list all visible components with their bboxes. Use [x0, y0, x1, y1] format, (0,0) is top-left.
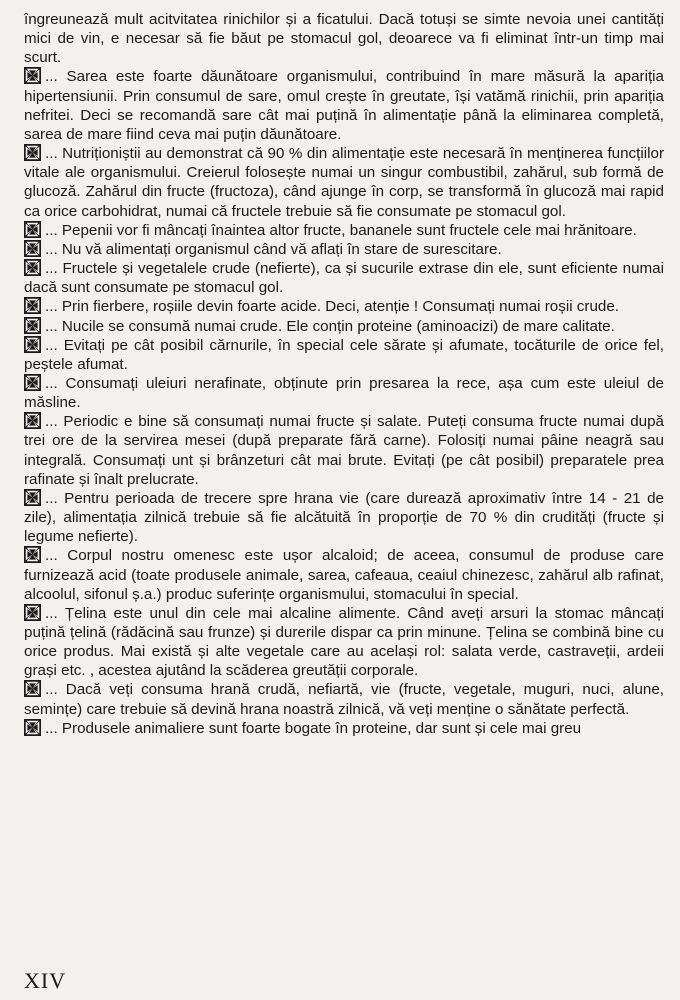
- paragraph-text: îngreunează mult acitvitatea rinichilor și a ficatului. Dacă totuși se simte nevoia unei cantități mici de vin, e necesar să fie băut pe stomacul gol, deoarece va fi eliminat într-un timp mai scurt.: [24, 11, 664, 67]
- paragraph-text: ... Pentru perioada de trecere spre hrana vie (care durează aproximativ între 14 - 21 de zile), alimentația zilnică trebuie să fie alcătuită în proporție de 70 % din crudități (fructe și legume nefierte).: [24, 489, 664, 546]
- maltese-cross-icon: [24, 374, 41, 391]
- paragraph: [24, 221, 664, 240]
- paragraph: [24, 317, 664, 336]
- paragraph-text: ... Prin fierbere, roșiile devin foarte acide. Deci, atenție ! Consumați numai roșii crude.: [45, 298, 620, 316]
- paragraph: [24, 10, 664, 67]
- paragraph: [24, 374, 664, 412]
- maltese-cross-icon: [24, 259, 41, 276]
- paragraph: [24, 719, 664, 738]
- maltese-cross-icon: [24, 604, 41, 621]
- paragraph-text: ... Dacă veți consuma hrană crudă, nefiartă, vie (fructe, vegetale, muguri, nuci, alune, semințe) care trebuie să devină hrana noastră zilnică, vă veți menține o sănătate perfectă.: [24, 681, 664, 718]
- paragraph-text: ... Pepenii vor fi mâncați înaintea altor fructe, bananele sunt fructele cele mai hrănitoare.: [45, 221, 637, 239]
- paragraph-text: ... Fructele și vegetalele crude (nefierte), ca și sucurile extrase din ele, sunt eficiente numai dacă sunt consumate pe stomacul gol.: [24, 260, 664, 297]
- paragraph: [24, 240, 664, 259]
- paragraph-text: ... Periodic e bine să consumați numai fructe și salate. Puteți consuma fructe numai după trei ore de la servirea mesei (după preparate fără carne). Folosiți numai pâine neagră sau integrală. Consumați unt și brânzeturi cât mai brute. Evitați (pe cât posibil) preparatele prea rafinate și înalt prelucrate.: [24, 413, 664, 488]
- paragraph: [24, 680, 664, 718]
- paragraph: [24, 604, 664, 681]
- paragraph: [24, 489, 664, 546]
- maltese-cross-icon: [24, 489, 41, 506]
- paragraph-text: ... Produsele animaliere sunt foarte bogate în proteine, dar sunt și cele mai greu: [45, 719, 582, 737]
- maltese-cross-icon: [24, 546, 41, 563]
- paragraph: [24, 144, 664, 221]
- paragraph-text: ... Nu vă alimentați organismul când vă aflați în stare de surescitare.: [45, 240, 502, 258]
- page-number: XIV: [24, 968, 67, 993]
- maltese-cross-icon: [24, 221, 41, 238]
- maltese-cross-icon: [24, 680, 41, 697]
- paragraph-text: ... Nutriționiștii au demonstrat că 90 % din alimentație este necesară în menținerea funcțiilor vitale ale organismului. Creierul folosește numai un singur combustibil, zahărul, sub formă de glucoză. Zahărul din fructe (fructoza), când ajunge în corp, se transformă în glucoză mai rapid ca orice carbohidrat, numai că fructele trebuie să fie consumate pe stomacul gol.: [24, 145, 664, 220]
- paragraph-text: ... Țelina este unul din cele mai alcaline alimente. Când aveți arsuri la stomac mâncați puțină țelină (rădăcină sau frunze) și durerile dispar ca prin minune. Țelina se combină bine cu orice produs. Mai există și alte vegetale care au același rol: salata verde, castraveții, ardeii grași etc. , acestea ajutând la scăderea greutății corporale.: [24, 604, 664, 680]
- paragraph: [24, 412, 664, 489]
- paragraph: [24, 67, 664, 144]
- text-body: [24, 10, 664, 738]
- maltese-cross-icon: [24, 297, 41, 314]
- paragraph: [24, 546, 664, 603]
- paragraph-text: ... Sarea este foarte dăunătoare organismului, contribuind în mare măsură la apariția hipertensiunii. Prin consumul de sare, omul crește în greutate, își vatămă rinichii, prin apariția nefritei. Deci se recomandă sare cât mai puțină în alimentație până la eliminarea completă, sarea de mare fiind ceva mai puțin dăunătoare.: [24, 68, 664, 143]
- paragraph-text: ... Consumați uleiuri nerafinate, obținute prin presarea la rece, așa cum este uleiul de măsline.: [24, 374, 664, 412]
- maltese-cross-icon: [24, 67, 41, 84]
- paragraph-text: ... Nucile se consumă numai crude. Ele conțin proteine (aminoacizi) de mare calitate.: [45, 317, 615, 335]
- maltese-cross-icon: [24, 240, 41, 257]
- maltese-cross-icon: [24, 144, 41, 161]
- paragraph: [24, 297, 664, 316]
- maltese-cross-icon: [24, 336, 41, 353]
- paragraph-text: ... Corpul nostru omenesc este ușor alcaloid; de aceea, consumul de produse care furnizează acid (toate produsele animale, sarea, cafeaua, ceaiul chinezesc, zahărul alb rafinat, alcoolul, sifonul ș.a.) produc suferințe organismului, stomacului în special.: [24, 547, 664, 603]
- paragraph: [24, 336, 664, 374]
- maltese-cross-icon: [24, 317, 41, 334]
- paragraph-text: ... Evitați pe cât posibil cărnurile, în special cele sărate și afumate, tocăturile de orice fel, peștele afumat.: [24, 336, 664, 373]
- maltese-cross-icon: [24, 719, 41, 736]
- maltese-cross-icon: [24, 412, 41, 429]
- paragraph: [24, 259, 664, 297]
